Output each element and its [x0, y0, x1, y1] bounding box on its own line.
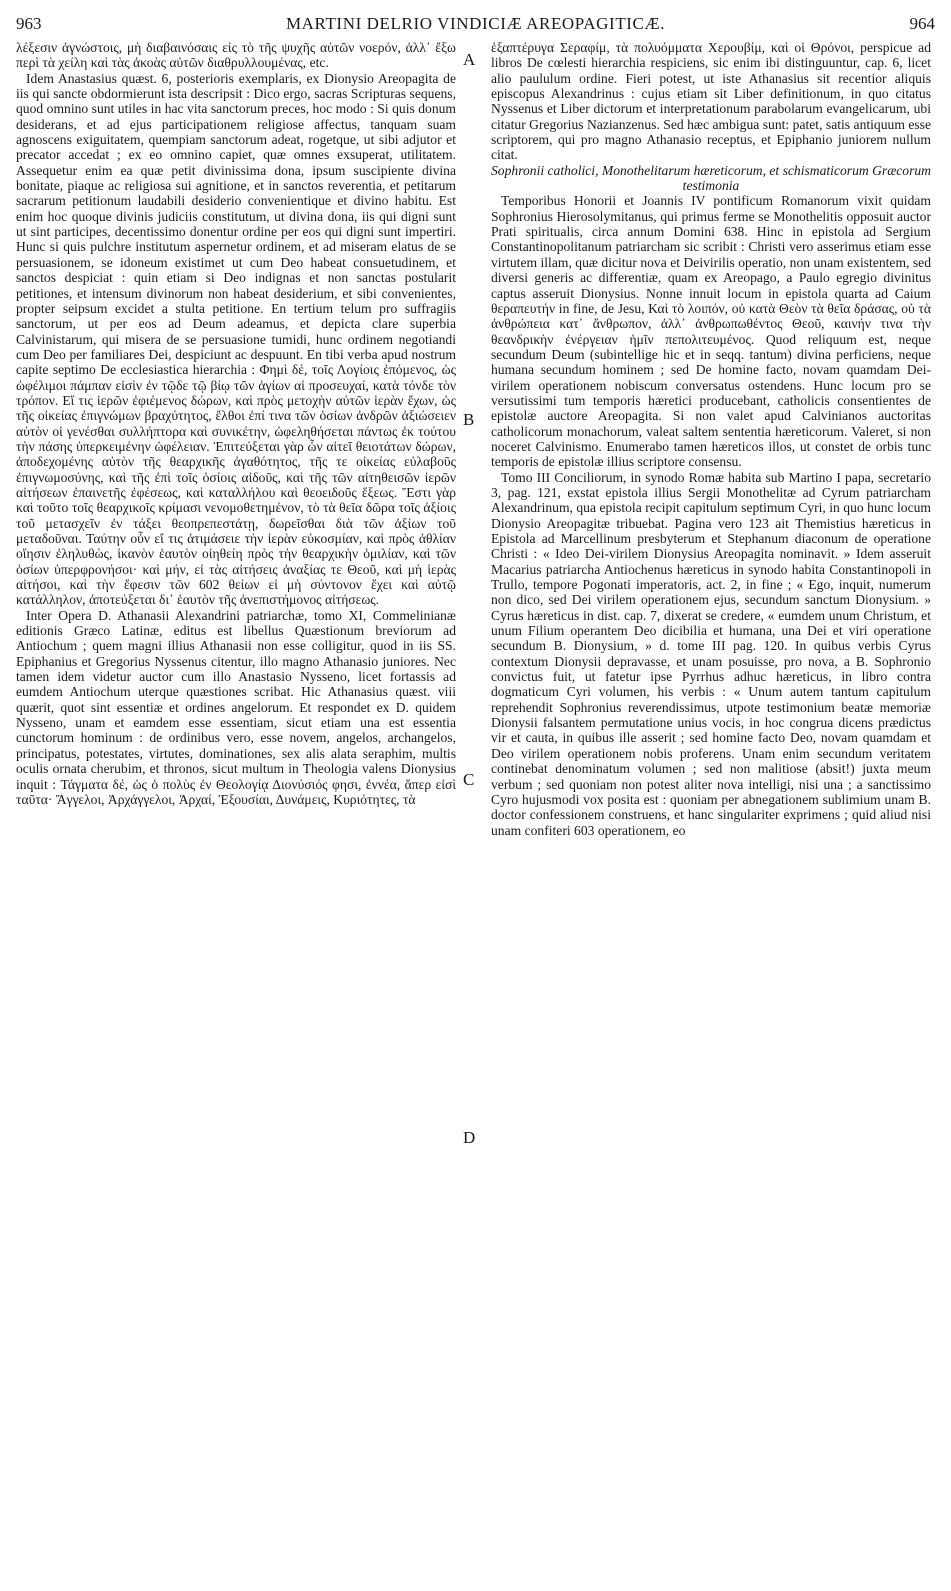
running-header	[14, 6, 937, 40]
section-heading: Sophronii catholici, Monothelitarum hæreticorum, et schismaticorum Græcorum testimonia	[491, 162, 931, 194]
margin-letter-a: A	[463, 50, 476, 69]
running-title: MARTINI DELRIO VINDICIÆ AREOPAGITICÆ.	[285, 14, 666, 33]
margin-letter-d: D	[463, 1128, 476, 1147]
paragraph: λέξεσιν ἀγνώστοις, μὴ διαβαινόσαις εἰς τὸ τῆς ψυχῆς αὐτῶν νοερόν, ἀλλ᾽ ἔξω περὶ τὰ χείλη καὶ τὰς ἀκοὰς αὐτῶν διαθρυλλουμένας, etc.	[16, 40, 456, 71]
paragraph: Tomo III Conciliorum, in synodo Romæ habita sub Martino I papa, secretario 3, pag. 121, exstat epistola illius Sergii Monothelitæ ad Cyrum patriarcham Alexandrinum, qua epistola recipit capitulum septimum Cyri, in quo hunc locum Dionysio Areopagitæ tribuebat. Pagina vero 123 ait Themistius hæreticus in Epistola ad Marcellinum presbyterum et Stephanum diaconum de operatione Christi : « Ideo Dei-virilem Dionysius Areopagita nominavit. » Idem asseruit Macarius patriarcha Antiochenus hæreticus in synodo habita Constantinopoli in Trullo, tempore Pogonati imperatoris, act. 2, in fine ; « Ego, inquit, numerum non dico, sed Dei virilem operationem ejus, secundum sanctum Dionysium. » Cyrus hæreticus in dist. cap. 7, dixerat se credere, « eumdem unum Christum, et unum Filium operantem Deo dicibilia et humana, una Dei et viri operatione secundum B. Dionysium, » d. tome III pag. 120. In quibus verbis Cyrus contextum Dionysii depravasse, et unam posuisse, pro nova, a B. Sophronio convictus fuit, ut fatetur ipse Pyrrhus adhuc hæreticus, in libro contra dogmaticum Cyri volumen, his verbis : « Unum autem tantum capitulum reprehendit Sophronius reverendissimus, utpote testimonium beatæ memoriæ Dionysii falsantem permutatione unius vocis, in hoc congrua dicens prædictus vir et cauta, in quibus ille asserit ; sed homine facto Deo, novam quamdam et Deo virilem operationem nobis proferens. Unam enim secundum veritatem continebat denominatum volumen ; sed non malitiose (absit!) juxta meum verbum ; sed quoniam non potest aliter nova intelligi, nisi una ; a sanctissimo Cyro hujusmodi vox posita est : quoniam per abnegationem sublimium unam B. doctor confessionem construens, et hanc singulariter exprimens ; quid aliud nisi unam confiteri 603 operationem, eo	[491, 469, 931, 838]
paragraph: ἑξαπτέρυγα Σεραφίμ, τὰ πολυόμματα Χερουβίμ, καὶ οἱ Θρόνοι, perspicue ad libros De cœlesti hierarchia respiciens, sic enim ibi distinguuntur, cap. 6, licet alio paululum ordine. Fieri potest, ut iste Athanasius sit recentior aliquis episcopus Alexandrinus : cujus etiam sit Liber definitionum, in quo citatus Nyssenus et Liber dictorum et interpretationum parabolarum evangelicarum, ubi citatur Gregorius Nazianzenus. Sed hæc ambigua sunt: patet, satis antiquum esse scriptorem, qui pro magno Athanasio receptus, et Epiphanio juniorem nullum citat.	[491, 40, 931, 163]
paragraph: Idem Anastasius quæst. 6, posterioris exemplaris, ex Dionysio Areopagita de iis qui sancte obdormierunt ista descripsit : Dico ergo, sacras Scripturas sequens, quod omnino sunt utiles in hac vita sanctorum preces, hoc modo : Si quis donum desiderans, et ad ejus participationem religiose affectus, tanquam suam agnoscens exiguitatem, quempiam sanctorum adeat, rogetque, ut sibi adjutor et precator accedat ; ex eo omnino capiet, quæ omnes exsuperat, utilitatem. Assequetur enim ea quæ petit divinissima dona, ipsum suscipiente divina bonitate, piaque ac religiosa sui agnitione, et in sanctos reverentia, et petitarum sacrarum petitionum laudabili desiderio convenientique et divino habitu. Est enim hoc quoque divinis judiciis constitutum, ut divina dona, iis qui digni sunt ut sint participes, decentissimo donentur ordine per eos qui digni sunt impertiri. Hunc si quis pulchre institutum aspernetur ordinem, et ad miseram elatus de se persuasionem, se idoneum existimet ut cum Deo habeat consuetudinem, et sanctos despiciat : quin etiam si Deo indignas et non sanctas postularit petitiones, et intensum divinorum non habeat desiderium, et sibi convenientes, propter seipsum excidet a stulta petitione. En tertium telum pro suffragiis sanctorum, ut per eos ad Deum adeamus, et depicta clare superbia Calvinistarum, qui misera de se persuasione tumidi, hunc ordinem negotiandi cum Deo per familiares Dei, despiciunt ac despuunt. En tibi verba apud nostrum capite septimo De ecclesiastica hierarchia : Φημὶ δέ, τοῖς Λογίοις ἑπόμενος, ὡς ὠφέλιμοι πάμπαν εἰσὶν ἐν τῷδε τῷ βίῳ τῶν ἁγίων αἱ προσευχαί, κατὰ τόνδε τὸν τρόπον. Εἴ τις ἱερῶν ἐφιέμενος δώρων, καὶ πρὸς μετοχὴν αὐτῶν ἱερὰν ἔχων, ὡς τῆς οἰκείας ἐπιγνώμων βραχύτητος, ἔλθοι ἐπί τινα τῶν ὁσίων ἀνδρῶν ἀξιώσειεν αὐτὸν οἱ γενέσθαι συλλήπτορα καὶ συνικέτην, ὠφεληθήσεται πάντως ἐκ τούτου τὴν πάσης ὑπερκειμένην ὠφέλειαν. Ἐπιτεύξεται γὰρ ὧν αἰτεῖ θειοτάτων δώρων, ἀποδεχομένης αὐτὸν τῆς θεαρχικῆς ἀγαθότητος, τῆς τε οἰκείας εὐλαβοῦς ἐπιγνωμοσύνης, καὶ τῆς ἐπὶ τοῖς ὁσίοις αἰδοῦς, καὶ τῆς τῶν αἰτηθεισῶν ἱερῶν αἰτήσεων ἐπαινετῆς ἐφέσεως, καὶ καταλλήλου καὶ θεοειδοῦς ἕξεως. Ἔστι γὰρ καὶ τοῦτο τοῖς θεαρχικοῖς κρίμασι νενομοθετημένον, τὸ τὰ θεῖα δῶρα τοῖς ἀξίοις τοῦ μετασχεῖν ἐν τάξει θεοπρεπεστάτῃ, δωρεῖσθαι διὰ τῶν ἀξίων τοῦ μεταδοῦναι. Ταύτην οὖν εἴ τις ἀτιμάσειε τὴν ἱερὰν εὐκοσμίαν, καὶ πρὸς ἀθλίαν οἴησιν ἐληλυθὼς, ἱκανὸν ἑαυτὸν οἰηθείη πρὸς τὴν θεαρχικὴν ὁμιλίαν, καὶ τῶν ὁσίων ὑπερφρονήσοι· καὶ μήν, εἰ τὰς αἰτήσεις ἀναξίας τε Θεοῦ, καὶ μὴ ἱερὰς αἰτήσοι, καὶ τὴν ἔφεσιν τῶν 602 θείων εἰ μὴ σύντονον ἔχει καὶ αὐτῷ κατάλληλον, ἀποτεύξεται δι᾽ ἑαυτὸν τῆς ἀνεπιστήμονος αἰτήσεως.	[16, 70, 456, 608]
left-column	[16, 40, 456, 1585]
right-page-number: 964	[909, 14, 935, 33]
margin-letter-c: C	[463, 770, 475, 789]
left-page-number: 963	[16, 14, 42, 33]
paragraph: Inter Opera D. Athanasii Alexandrini patriarchæ, tomo XI, Commelinianæ editionis Græco Latinæ, editus est libellus Quæstionum breviorum ad Antiochum ; quem magni illius Athanasii non esse colligitur, quod in iis SS. Epiphanius et Gregorius Nyssenus citentur, illo magno Athanasio juniores. Nec tamen idem videtur auctor cum illo Anastasio Nysseno, licet fortassis ad eumdem Antiochum uterque quæstiones scribat. Hic Athanasius quæst. viii quærit, quot sint essentiæ et ordines angelorum. Et respondet ex D. quidem Nysseno, unam et eamdem esse essentiam, sicut etiam una est essentia cunctorum hominum : de ordinibus vero, esse novem, angelos, archangelos, principatus, potestates, virtutes, dominationes, sex alis alata seraphim, multis oculis ornata cherubim, et thronos, sicut multum in Theologia valens Dionysius inquit : Τάγματα δέ, ὡς ὁ πολὺς ἐν Θεολογίᾳ Διονύσιός φησι, ἐννέα, ἅπερ εἰσὶ ταῦτα· Ἄγγελοι, Ἀρχάγγελοι, Ἀρχαί, Ἐξουσίαι, Δυνάμεις, Κυριότητες, τὰ	[16, 607, 456, 807]
right-column	[491, 40, 931, 1585]
paragraph: Temporibus Honorii et Joannis IV pontificum Romanorum vixit quidam Sophronius Hierosolymitanus, qui primus ferme se Monothelitis opposuit auctor Prati spiritualis, circa annum Domini 638. Hinc in epistola ad Sergium Constantinopolitanum patriarcham sic scribit : Christi vero asserimus etiam esse virtutem illam, quæ dicitur nova et Deivirilis operatio, non unam existentem, sed diversi generis ac differentiæ, quam ex Areopago, a Paulo egregio divinitus captus asseruit Dionysius. Nonne innuit locum in epistola quarta ad Caium θεραπευτήν in fine, de Jesu, Καὶ τὸ λοιπόν, οὐ κατὰ Θεὸν τὰ θεῖα δράσας, οὐ τὰ ἀνθρώπεια κατ᾽ ἄνθρωπον, ἀλλ᾽ ἀνθρωπωθέντος Θεοῦ, καινήν τινα τὴν θεανδρικὴν ἐνέργειαν ἡμῖν πεπολιτευμένος. Quod reliquum est, neque secundum Deum (subintellige hic et in seqq. tantum) divina perficiens, neque humana secundum hominem ; sed De homine facto, novam quamdam Dei-virilem operationem nobiscum conversatus ostendens. Hunc locum pro se versutissimi tum temporis hæretici producebant, catholicis consentientes de epistolæ auctore Areopagita. Si non valet apud Calvinianos auctoritas catholicorum monachorum, valeat saltem sententia hæreticorum. Valeret, si non noceret Calvinismo. Enumerabo tamen hæreticos illos, ut constet de orbis tunc temporis de epistolæ illius scriptore consensu.	[491, 193, 931, 470]
margin-letter-b: B	[463, 410, 475, 429]
